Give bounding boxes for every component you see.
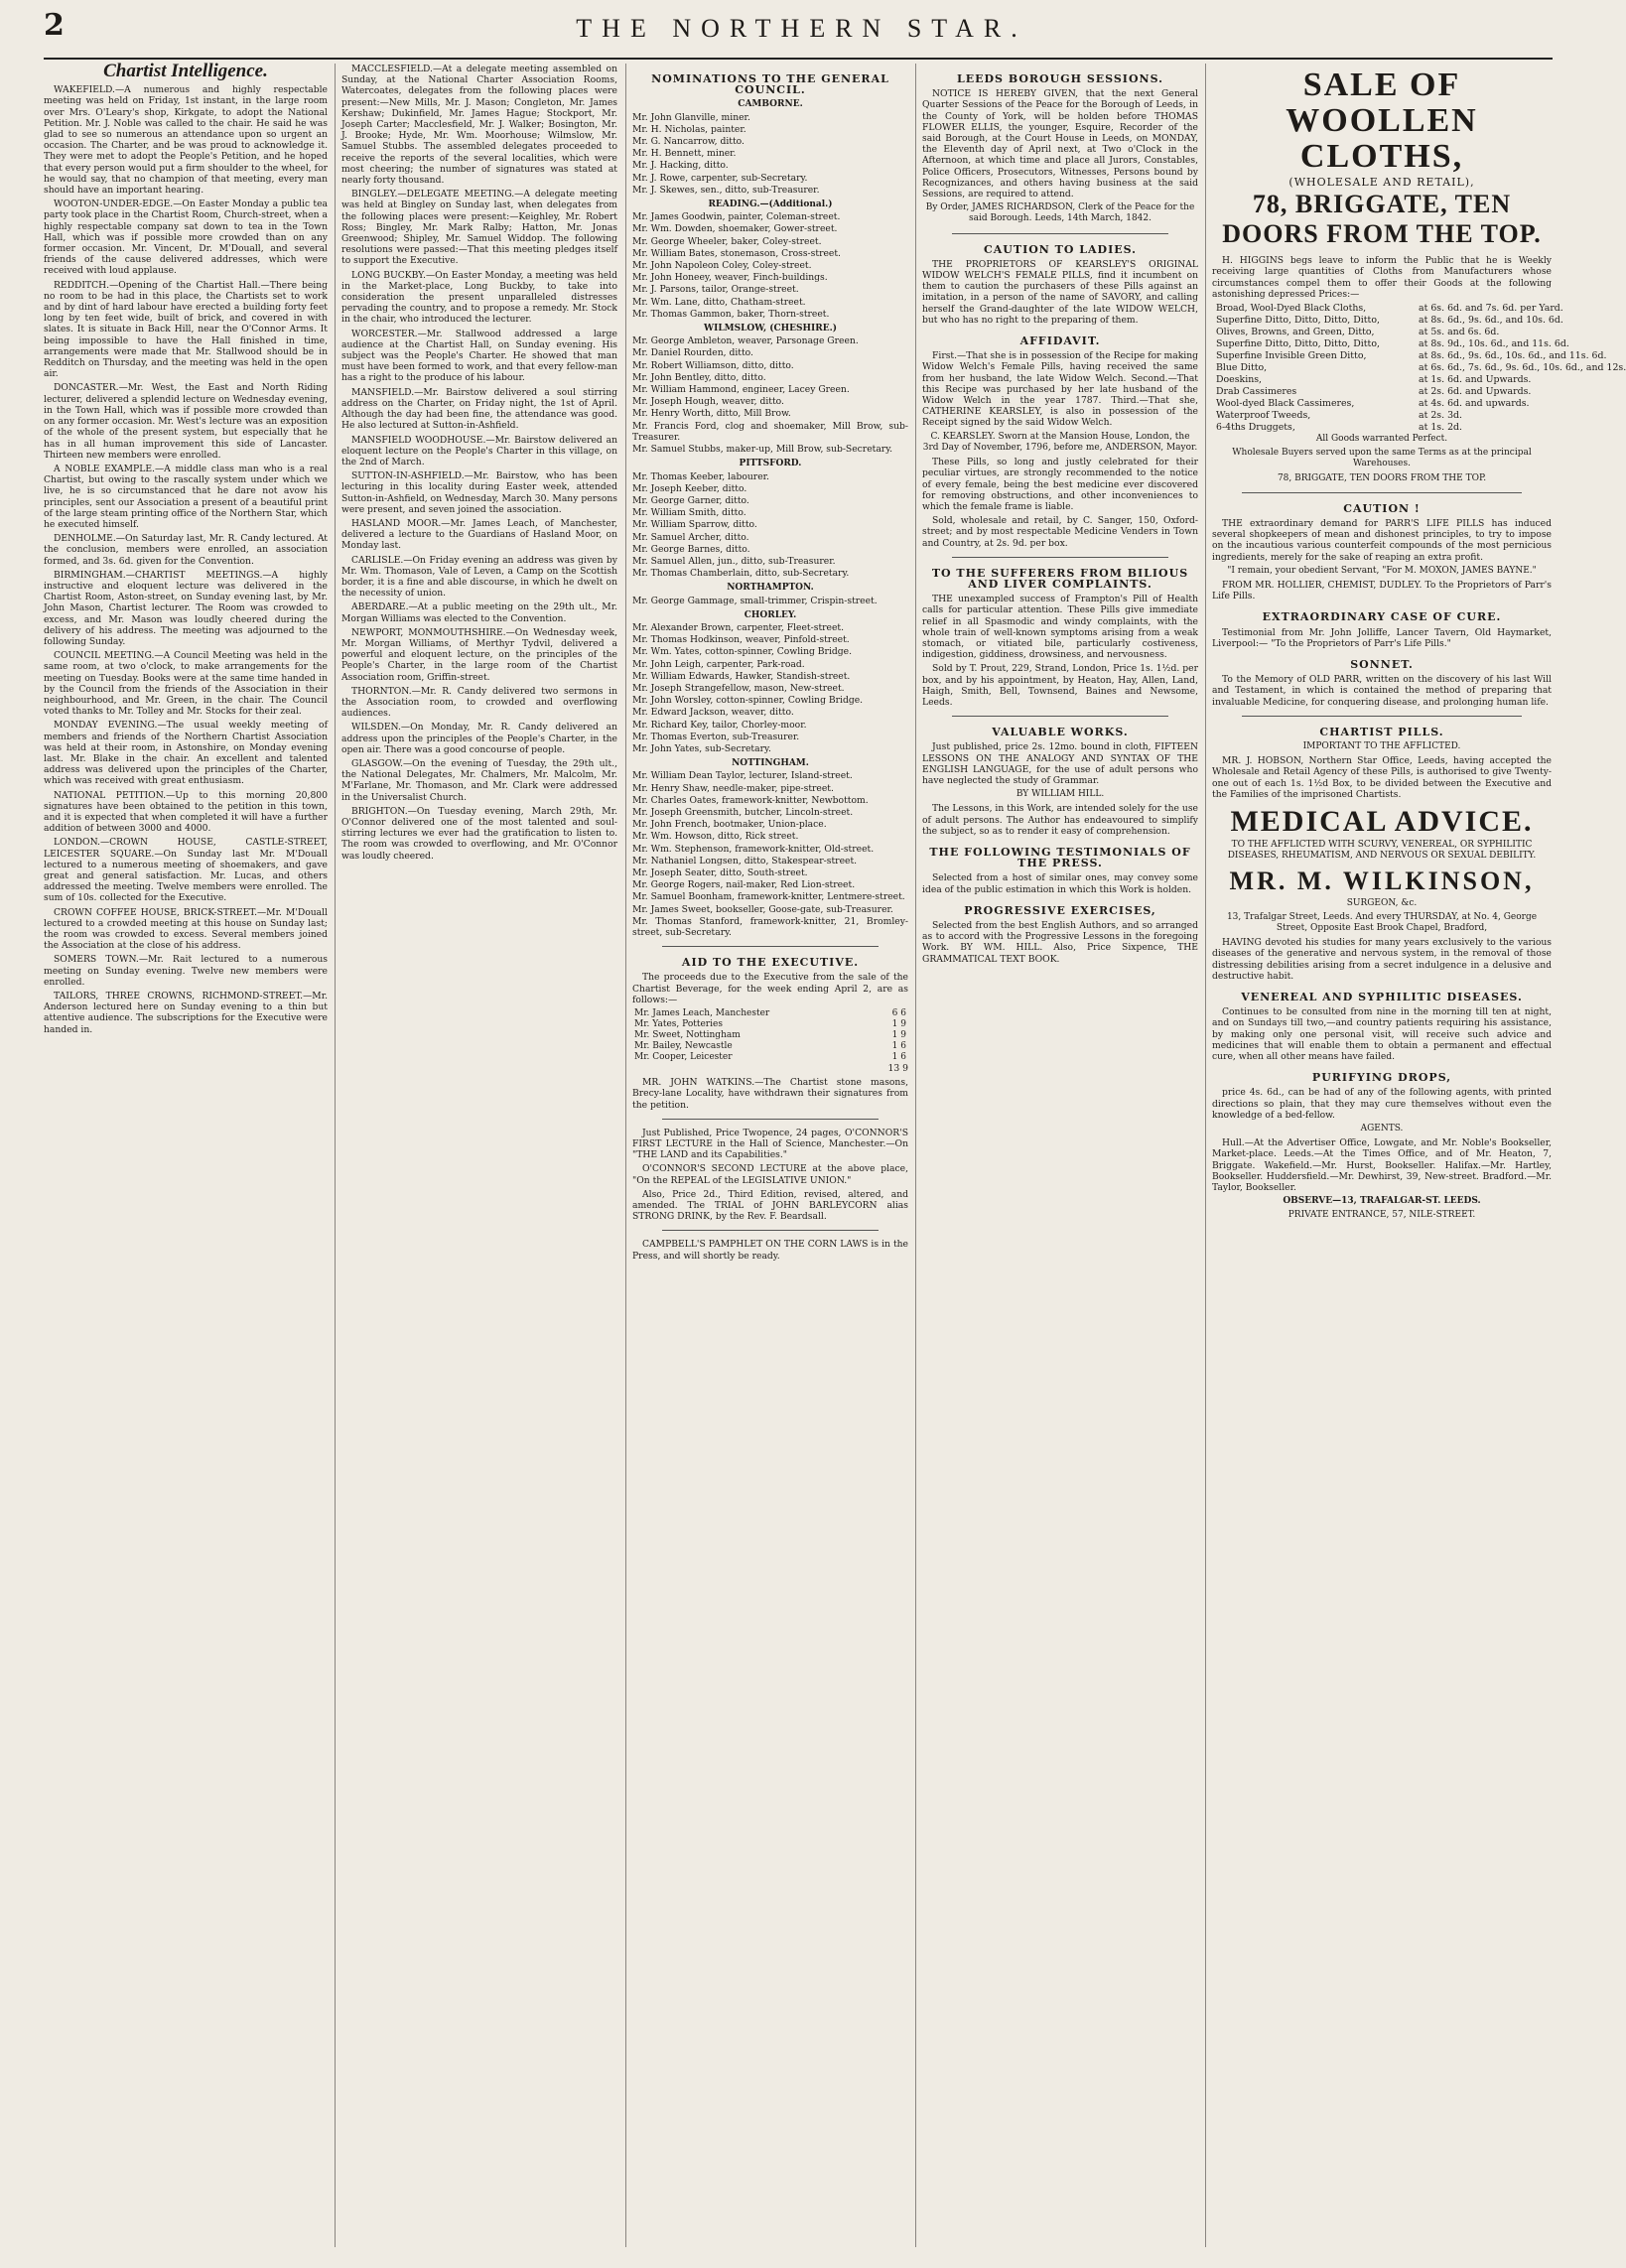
venereal-heading: VENEREAL AND SYPHILITIC DISEASES. [1241,990,1523,1003]
column-divider [1205,64,1206,2247]
pills-sold: Sold, wholesale and retail, by C. Sanger, 150, Oxford-street; and by most respectable Medicine Venders in Town and Country, at 2s. 9d. per box. [922,515,1198,549]
chartist-pills-heading: CHARTIST PILLS. [1319,725,1444,738]
nominee-name: Mr. Edward Jackson, weaver, ditto. [632,707,794,719]
affidavit-sworn: C. KEARSLEY. Sworn at the Mansion House, London, the 3rd Day of November, 1796, before me, ANDERSON, Mayor. [922,431,1198,453]
nominee-name: Mr. John Yates, sub-Secretary. [632,742,771,754]
nominee-name: Mr. George Rogers, nail-maker, Red Lion-street. [632,879,856,891]
aid-amount: 1 9 [891,1030,906,1041]
price-item: Wool-dyed Black Cassimeres, [1216,398,1355,410]
price-row [1212,338,1569,350]
divider [662,946,879,947]
nominee-name: Mr. J. Rowe, carpenter, sub-Secretary. [632,172,808,184]
article-paragraph: NATIONAL PETITION.—Up to this morning 20,800 signatures have been obtained to the petition in this town, and it is expected that when completed it will have a further addition of between 3000 and 4000. [44,789,328,835]
aid-row [632,1030,908,1041]
important-heading: IMPORTANT TO THE AFFLICTED. [1302,741,1461,752]
nominee-name: Mr. Daniel Rourden, ditto. [632,347,753,359]
hobson-text: MR. J. HOBSON, Northern Star Office, Leeds, having accepted the Wholesale and Retail Agency of these Pills, is authorised to give Twenty-one out of each 1s. 1½d Box, to be divided between the Executive and the Families of the imprisoned Chartists. [1212,755,1552,800]
woollen-intro: H. HIGGINS begs leave to inform the Public that he is Weekly receiving large quantities of Cloths from Manufacturers whose circumstances compel them to offer their Goods at the following astonishing depressed Prices:— [1212,255,1552,300]
nominee-name: Mr. Joseph Keeber, ditto. [632,482,747,494]
agents-heading: AGENTS. [1360,1123,1404,1134]
aid-row [632,1052,908,1063]
price-row [1212,303,1563,315]
venereal-text: Continues to be consulted from nine in the morning till ten at night, and on Sundays till two,—and country patients requiring his assistance, by making only one personal visit, will receive such advice and medicines that will enable them to obtain a permanent and effectual cure, when all other means have failed. [1212,1006,1552,1062]
nominee-name: Mr. Thomas Chamberlain, ditto, sub-Secretary. [632,568,850,580]
nominee-name: Mr. George Barnes, ditto. [632,543,750,555]
price-row [1212,422,1552,434]
price-item: Superfine Invisible Green Ditto, [1216,350,1367,362]
nominee-name: Mr. John French, bootmaker, Union-place. [632,819,827,831]
price-item: Broad, Wool-Dyed Black Cloths, [1216,303,1367,315]
price-row [1212,315,1563,327]
column-4 [922,64,1198,2247]
price-row [1212,386,1552,398]
price-item: Drab Cassimeres [1216,386,1297,398]
ladies-notice: THE PROPRIETORS OF KEARSLEY'S ORIGINAL WIDOW WELCH'S FEMALE PILLS, find it incumbent on them to caution the purchasers of these Pills against an imitation, in a person of the name of SAVORY, and calling herself the Grand-daughter of the late WIDOW WELCH, but who has no right to the preparing of them. [922,258,1198,326]
surgeon-address: 13, Trafalgar Street, Leeds. And every THURSDAY, at No. 4, George Street, Opposite East Brook Chapel, Bradford, [1226,911,1538,933]
nominee-name: Mr. John Honeey, weaver, Finch-buildings. [632,272,828,284]
divider [952,557,1168,558]
masthead-rule [44,58,1553,60]
works-heading: VALUABLE WORKS. [992,726,1129,739]
nominee-name: Mr. George Gammage, small-trimmer, Crispin-street. [632,595,878,606]
price-row [1212,410,1552,422]
divider [1242,492,1522,493]
section-title: Chartist Intelligence. [103,61,268,81]
nominee-name: Mr. Robert Williamson, ditto, ditto. [632,359,794,371]
nominee-name: Mr. Henry Shaw, needle-maker, pipe-street. [632,782,834,794]
wilkinson-name: MR. M. WILKINSON, [1229,866,1535,895]
article-paragraph: LONG BUCKBY.—On Easter Monday, a meeting was held in the Market-place, Long Buckby, to take into consideration the present unparalleled distresses pervading the country, and to propose a remedy. Mr. Stock in the chair, who introduced the lecturer. [341,269,617,326]
bilious-text: THE unexampled success of Frampton's Pill of Health calls for particular attention. These Pills give immediate relief in all Spasmodic and windy complaints, with the whole train of well-known symptoms arising from a weak stomach, or vitiated bile, particularly costiveness, indigestion, giddiness, drowsiness, and nervousness. [922,594,1198,661]
price-item: Doeskins, [1216,374,1263,386]
column-1 [44,61,328,2247]
nominee-name: Mr. Joseph Greensmith, butcher, Lincoln-street. [632,806,854,818]
agents-text: Hull.—At the Advertiser Office, Lowgate, and Mr. Noble's Bookseller, Market-place. Leeds.—At the Times Office, and of Mr. Heaton, 7, Briggate. Wakefield.—Mr. Hurst, Bookseller. Halifax.—Mr. Hartley, Bookseller. Huddersfield.—Mr. Dewhirst, 39, New-street. Bradford.—Mr. Taylor, Bookseller. [1212,1137,1552,1193]
aid-name: Mr. Cooper, Leicester [634,1052,733,1063]
lessons-text: The Lessons, in this Work, are intended solely for the use of adult persons. The Author has endeavoured to simplify the subject, so as to render it easy of comprehension. [922,803,1198,837]
medical-advice-title: MEDICAL ADVICE. [1230,805,1534,839]
nominee-name: Mr. George Ambleton, weaver, Parsonage Green. [632,335,859,347]
aid-notice: MR. JOHN WATKINS.—The Chartist stone masons, Brecy-lane Locality, have withdrawn their signatures from the petition. [632,1077,908,1111]
nomination-place: CAMBORNE. [738,99,803,110]
nominee-name: Mr. John Napoleon Coley, Coley-street. [632,260,812,272]
progressive-heading: PROGRESSIVE EXERCISES, [964,903,1156,917]
nominations-list [632,99,908,938]
observe-line: OBSERVE—13, TRAFALGAR-ST. LEEDS. [1283,1196,1481,1207]
price-item: Superfine Ditto, Ditto, Ditto, Ditto, [1216,315,1380,327]
woollen-sale-address: 78, BRIGGATE, TEN DOORS FROM THE TOP. [1222,190,1542,249]
nomination-place: READING.—(Additional.) [708,200,833,210]
article-paragraph: BIRMINGHAM.—CHARTIST MEETINGS.—A highly instructive and eloquent lecture was delivered in the Chartist Room, Aston-street, on Sunday evening last, by Mr. John Mason, Chartist lecturer. The Room was crowded to excess, and Mr. Mason was loudly cheered during the delivery of his address. The meeting was adjourned to the following Sunday. [44,569,328,647]
nominee-name: Mr. Thomas Hodkinson, weaver, Pinfold-street. [632,634,850,646]
nominee-name: Mr. Alexander Brown, carpenter, Fleet-street. [632,621,845,633]
article-paragraph: CARLISLE.—On Friday evening an address was given by Mr. Wm. Thomason, Vale of Leven, a Camp on the Scottish border, it is a fine and able discourse, in which he dwelt on the necessity of union. [341,554,617,600]
article-paragraph: HASLAND MOOR.—Mr. James Leach, of Manchester, delivered a lecture to the Guardians of Hasland Moor, on Monday last. [341,517,617,552]
article-paragraph: WAKEFIELD.—A numerous and highly respectable meeting was held on Friday, 1st instant, in the large room over Mrs. O'Leary's shop, Kirkgate, to adopt the National Petition. Mr. J. Noble was called to the chair. He said he was glad to see so numerous an attendance upon so urgent an occasion. The Charter, and be was proud to acknowledge it. They were met to adopt the People's Petition, and he hoped that every person would put a firm shoulder to the wheel, for he would say, that no champion of that meeting, every man should have an important hearing. [44,84,328,197]
nomination-place: NOTTINGHAM. [732,758,809,769]
article-paragraph: BRIGHTON.—On Tuesday evening, March 29th, Mr. O'Connor delivered one of the most talented and soul-stirring lectures we ever had the gratification to listen to. The room was crowded to overflowing, and Mr. O'Connor was loudly cheered. [341,805,617,862]
aid-amount: 1 9 [891,1019,906,1030]
aid-name: Mr. Yates, Potteries [634,1019,723,1030]
nominee-name: Mr. Thomas Stanford, framework-knitter, 21, Bromley-street, sub-Secretary. [632,915,908,939]
nominee-name: Mr. James Sweet, bookseller, Goose-gate, sub-Treasurer. [632,903,893,915]
price-row [1212,398,1552,410]
nominee-name: Mr. James Goodwin, painter, Coleman-street. [632,211,841,223]
nominee-name: Mr. George Garner, ditto. [632,494,749,506]
nominee-name: Mr. Charles Oates, framework-knitter, Newbottom. [632,794,869,806]
letter-signature: "I remain, your obedient Servant, "For M. MOXON, JAMES BAYNE." [1227,565,1537,576]
price-value: at 6s. 6d., 7s. 6d., 9s. 6d., 10s. 6d., and 12s. [1419,362,1626,374]
caution-text: THE extraordinary demand for PARR'S LIFE PILLS has induced several shopkeepers of mean and dishonest principles, to try to impose on the incautious various counterfeit compounds of the most pernicious ingredients, merely for the sake of reaping an extra profit. [1212,518,1552,563]
aid-amount: 1 6 [891,1041,906,1052]
nominee-name: Mr. Thomas Keeber, labourer. [632,470,769,482]
nominee-name: Mr. Samuel Allen, jun., ditto, sub-Treasurer. [632,555,836,567]
nominee-name: Mr. H. Bennett, miner. [632,148,737,160]
column-divider [915,64,916,2247]
price-row [1212,327,1552,338]
divider [662,1230,879,1231]
aid-row [632,1019,908,1030]
extraordinary-text: Testimonial from Mr. John Jolliffe, Lancer Tavern, Old Haymarket, Liverpool:— "To the Proprietors of Parr's Life Pills." [1212,626,1552,649]
article-paragraph: WOOTON-UNDER-EDGE.—On Easter Monday a public tea party took place in the Chartist Room, Church-street, when a highly respectable company sat down to tea in the Town Hall, which was if possible more crowded than on any former occasion. Mr. Vincent, Dr. M'Douall, and several friends of the cause delivered addresses, which were received with loud applause. [44,199,328,277]
nominee-name: Mr. William Hammond, engineer, Lacey Green. [632,384,850,396]
nominee-name: Mr. H. Nicholas, painter. [632,123,746,135]
aid-name: Mr. Sweet, Nottingham [634,1030,741,1041]
works-text: Just published, price 2s. 12mo. bound in cloth, FIFTEEN LESSONS ON THE ANALOGY AND SYNTAX OF THE ENGLISH LANGUAGE, for the use of adult persons who have neglected the study of Grammar. [922,741,1198,786]
nominee-name: Mr. Joseph Strangefellow, mason, New-street. [632,682,845,694]
price-value: at 8s. 6d., 9s. 6d., 10s. 6d., and 11s. 6d. [1419,350,1607,362]
bilious-heading: TO THE SUFFERERS FROM BILIOUS AND LIVER COMPLAINTS. [931,566,1189,591]
price-row [1212,362,1626,374]
divider [1242,716,1522,717]
purifying-heading: PURIFYING DROPS, [1311,1071,1452,1085]
progressive-text: Selected from the best English Authors, and so arranged as to accord with the Progressive Lessons in the foregoing Work. BY WM. HILL. Also, Price Sixpence, THE GRAMMATICAL TEXT BOOK. [922,920,1198,965]
aid-table [632,1008,908,1063]
sonnet-heading: SONNET. [1350,658,1414,672]
aid-amount: 6 6 [891,1008,906,1019]
aid-heading: AID TO THE EXECUTIVE. [681,956,860,970]
article-paragraph: MANSFIELD WOODHOUSE.—Mr. Bairstow delivered an eloquent lecture on the People's Charter in this village, on the 2nd of March. [341,434,617,467]
aid-intro: The proceeds due to the Executive from the sale of the Chartist Beverage, for the week ending April 2, are as follows:— [632,972,908,1005]
article-paragraph: DENHOLME.—On Saturday last, Mr. R. Candy lectured. At the conclusion, members were enrolled, an association formed, and 3s. 6d. given for the Convention. [44,533,328,567]
extraordinary-heading: EXTRAORDINARY CASE OF CURE. [1262,610,1502,624]
nominee-name: Mr. Joseph Seater, ditto, South-street. [632,867,808,878]
nominee-name: Mr. Thomas Everton, sub-Treasurer. [632,731,800,742]
nominee-name: Mr. J. Hacking, ditto. [632,160,729,172]
article-paragraph: WORCESTER.—Mr. Stallwood addressed a large audience at the Chartist Hall, on Sunday evening. His subject was the People's Charter. He showed that man must have been formed to work, and that every fellow-man has a right to the produce of his labour. [341,328,617,384]
column-2 [341,64,617,2247]
article-paragraph: A NOBLE EXAMPLE.—A middle class man who is a real Chartist, but owing to the rascally system under which we live, he is so circumstanced that he dare not avow his principles, sent our Association a present of a beautiful print of the large steam printing office of the Northern Star, which he executed himself. [44,463,328,530]
nomination-place: PITTSFORD. [739,459,802,469]
published-notice: Just Published, Price Twopence, 24 pages, O'CONNOR'S FIRST LECTURE in the Hall of Science, Manchester.—On "THE LAND and its Capabilities." [632,1127,908,1161]
nominee-name: Mr. Richard Key, tailor, Chorley-moor. [632,719,807,731]
price-value: at 1s. 2d. [1419,422,1463,434]
nominee-name: Mr. William Dean Taylor, lecturer, Island-street. [632,770,853,782]
nominee-name: Mr. John Worsley, cotton-spinner, Cowling Bridge. [632,695,864,707]
column-divider [625,64,626,2247]
nominee-name: Mr. Thomas Gammon, baker, Thorn-street. [632,308,830,320]
article-paragraph: SOMERS TOWN.—Mr. Rait lectured to a numerous meeting on Sunday evening. Twelve new members were enrolled. [44,954,328,988]
affidavit-heading: AFFIDAVIT. [1019,334,1101,348]
warranted-note: All Goods warranted Perfect. [1315,434,1448,445]
aid-name: Mr. Bailey, Newcastle [634,1041,733,1052]
price-value: at 8s. 9d., 10s. 6d., and 11s. 6d. [1419,338,1569,350]
nominee-name: Mr. Samuel Stubbs, maker-up, Mill Brow, sub-Secretary. [632,444,893,456]
sessions-notice: NOTICE IS HEREBY GIVEN, that the next General Quarter Sessions of the Peace for the Borough of Leeds, in the County of York, will be holden before THOMAS FLOWER ELLIS, the younger, Esquire, Recorder of the said Borough, at the Court House in Leeds, on MONDAY, the Eleventh day of April next, at Two o'Clock in the Afternoon, at which time and place all Jurors, Constables, Police Officers, Prosecutors, Witnesses, Persons bound by Recognizances, and others having business at the said Sessions, are required to attend. [922,88,1198,200]
woollen-sale-title: SALE OF WOOLLEN CLOTHS, [1286,67,1478,175]
article-paragraph: SUTTON-IN-ASHFIELD.—Mr. Bairstow, who has been lecturing in this locality during Easter week, attended Sutton-in-Ashfield, on Wednesday, March 30. Many persons were present, and seven joined the association. [341,470,617,515]
column-3 [632,64,908,2247]
aid-row [632,1008,908,1019]
divider [952,716,1168,717]
article-paragraph: NEWPORT, MONMOUTHSHIRE.—On Wednesday week, Mr. Morgan Williams, of Merthyr Tydvil, delivered a powerful and eloquent lecture, on the principles of the People's Charter, in the large room of the Chartist Association room, Griffin-street. [341,626,617,683]
nominee-name: Mr. John Bentley, ditto, ditto. [632,371,766,383]
works-author: BY WILLIAM HILL. [1016,789,1105,800]
nominee-name: Mr. William Sparrow, ditto. [632,519,757,531]
column-5 [1212,64,1626,2247]
article-paragraph: CROWN COFFEE HOUSE, BRICK-STREET.—Mr. M'Douall lectured to a crowded meeting at this house on Sunday last; the room was crowded to excess. Several members joined the Association at the close of his address. [44,906,328,952]
nominee-name: Mr. Wm. Dowden, shoemaker, Gower-street. [632,223,838,235]
press-text: Selected from a host of similar ones, may convey some idea of the public estimation in which this Work is holden. [922,872,1198,895]
nominee-name: Mr. Nathaniel Longsen, ditto, Stakespear-street. [632,855,858,867]
aid-row [632,1041,908,1052]
having-text: HAVING devoted his studies for many years exclusively to the various diseases of the generative and nervous system, in the removal of those distressing debilities arising from a secret indulgence in a delusive and destructive habit. [1212,937,1552,982]
nominee-name: Mr. George Wheeler, baker, Coley-street. [632,235,822,247]
price-row [1212,350,1607,362]
price-item: Superfine Ditto, Ditto, Ditto, Ditto, [1216,338,1380,350]
divider [952,233,1168,234]
nominee-name: Mr. Henry Worth, ditto, Mill Brow. [632,408,791,420]
caution-heading: CAUTION ! [1343,501,1421,515]
column-divider [335,64,336,2247]
article-paragraph: MANSFIELD.—Mr. Bairstow delivered a soul stirring address on the Charter, on Friday night, the 1st of April. Although the day had been fine, the attendance was good. He also lectured at Sutton-in-Ashfield. [341,386,617,432]
chartist-intelligence-articles [44,84,328,1035]
pills-text: These Pills, so long and justly celebrated for their peculiar virtues, are strongly recommended to the notice of every female, being the best medicine ever discovered for removing obstructions, and other inconveniences to which the female frame is liable. [922,457,1198,512]
wholesale-note: Wholesale Buyers served upon the same Terms as at the principal Warehouses. [1232,448,1532,469]
article-paragraph: DONCASTER.—Mr. West, the East and North Riding lecturer, delivered a splendid lecture on Wednesday evening, in the Town Hall, which was if possible more crowded than on any former occasion. Mr. West's lecture was an exposition of the whole of the present system, but especially that he has in all human improvement this side of Lancaster. Thirteen new members were enrolled. [44,382,328,461]
trial-notice: Also, Price 2d., Third Edition, revised, altered, and amended. The TRIAL of JOHN BARLEYCORN alias STRONG DRINK, by the Rev. F. Beardsall. [632,1188,908,1223]
price-item: Waterproof Tweeds, [1216,410,1311,422]
price-item: Olives, Browns, and Green, Ditto, [1216,327,1375,338]
nominations-heading: NOMINATIONS TO THE GENERAL COUNCIL. [651,72,889,97]
price-value: at 6s. 6d. and 7s. 6d. per Yard. [1419,303,1563,315]
price-value: at 2s. 3d. [1419,410,1463,422]
article-paragraph: WILSDEN.—On Monday, Mr. R. Candy delivered an address upon the principles of the People's Charter, in the open air. There was a good concourse of people. [341,722,617,755]
nominee-name: Mr. Samuel Archer, ditto. [632,531,749,543]
nominee-name: Mr. Joseph Hough, weaver, ditto. [632,396,784,408]
nominee-name: Mr. William Edwards, Hawker, Standish-street. [632,670,851,682]
medical-subtitle: TO THE AFFLICTED WITH SCURVY, VENEREAL, OR SYPHILITIC DISEASES, RHEUMATISM, AND NERVOUS OR SEXUAL DEBILITY. [1227,840,1537,862]
aid-name: Mr. James Leach, Manchester [634,1008,770,1019]
article-paragraph: TAILORS, THREE CROWNS, RICHMOND-STREET.—Mr. Anderson lectured here on Sunday evening to a thin but attentive audience. The subscriptions for the Executive were handed in. [44,991,328,1035]
second-lecture-notice: O'CONNOR'S SECOND LECTURE at the above place, "On the REPEAL of the LEGISLATIVE UNION." [632,1163,908,1186]
nominee-name: Mr. John Leigh, carpenter, Park-road. [632,658,805,670]
nominee-name: Mr. Wm. Howson, ditto, Rick street. [632,831,799,843]
hollier-letter: FROM MR. HOLLIER, CHEMIST, DUDLEY. To the Proprietors of Parr's Life Pills. [1212,580,1552,602]
masthead [44,8,1559,56]
divider [662,1119,879,1120]
nominee-name: Mr. Wm. Lane, ditto, Chatham-street. [632,296,806,308]
pamphlet-notice: CAMPBELL'S PAMPHLET ON THE CORN LAWS is in the Press, and will shortly be ready. [632,1239,908,1262]
nominee-name: Mr. Wm. Yates, cotton-spinner, Cowling Bridge. [632,646,853,658]
sessions-signature: By Order, JAMES RICHARDSON, Clerk of the Peace for the said Borough. Leeds, 14th March, 1842. [925,202,1195,224]
price-value: at 2s. 6d. and Upwards. [1419,386,1532,398]
article-paragraph: ABERDARE.—At a public meeting on the 29th ult., Mr. Morgan Williams was elected to the Convention. [341,601,617,624]
article-paragraph: THORNTON.—Mr. R. Candy delivered two sermons in the Association room, to crowded and overflowing audiences. [341,685,617,720]
aid-total: 13 9 [887,1063,908,1075]
nominee-name: Mr. Wm. Stephenson, framework-knitter, Old-street. [632,843,875,855]
aid-amount: 1 6 [891,1052,906,1063]
purifying-text: price 4s. 6d., can be had of any of the following agents, with printed directions so plain, that they may cure themselves without even the knowledge of a bed-fellow. [1212,1087,1552,1121]
nomination-place: NORTHAMPTON. [727,583,814,594]
price-list [1212,303,1626,434]
article-paragraph: BINGLEY.—DELEGATE MEETING.—A delegate meeting was held at Bingley on Sunday last, when delegates from the following places were present:—Keighley, Mr. Robert Ross; Bingley, Mr. Mark Ralby; Hatton, Mr. Jonas Greenwood; Shipley, Mr. Samuel Widdop. The following resolutions were passed:—That this meeting pledges itself to support the Executive. [341,189,617,267]
price-value: at 5s. and 6s. 6d. [1419,327,1500,338]
nominee-name: Mr. Samuel Boonham, framework-knitter, Lentmere-street. [632,891,905,903]
testimonials-heading: THE FOLLOWING TESTIMONIALS OF THE PRESS. [929,845,1191,870]
article-paragraph: REDDITCH.—Opening of the Chartist Hall.—There being no room to be had in this place, the Chartists set to work and by dint of hard labour have erected a building forty feet long by ten feet wide, built of brick, and covered in with slates. It is situate in Back Hill, near the O'Connor Arms. It being impossible to have the Hall finished in time, arrangements were made that Mr. Stallwood should be in Redditch on Thursday, and the meeting was held in the open air. [44,279,328,380]
price-item: 6-4ths Druggets, [1216,422,1295,434]
nominee-name: Mr. J. Skewes, sen., ditto, sub-Treasurer. [632,184,820,196]
sessions-heading: LEEDS BOROUGH SESSIONS. [957,72,1163,85]
article-paragraph: COUNCIL MEETING.—A Council Meeting was held in the same room, at two o'clock, to make arrangements for the meeting on Tuesday. Books were at the same time handed in by the Council from the friends of the Association in their neighbourhood, and Mr. Green, in the chair. The Council voted thanks to Mr. Tolley and Mr. Stocks for their zeal. [44,650,328,718]
ladies-heading: CAUTION TO LADIES. [984,242,1137,256]
nominee-name: Mr. John Glanville, miner. [632,111,750,123]
page-number: 2 [44,8,65,43]
nominee-name: Mr. J. Parsons, tailor, Orange-street. [632,284,799,296]
nominee-name: Mr. Francis Ford, clog and shoemaker, Mill Brow, sub-Treasurer. [632,420,908,443]
bilious-sold: Sold by T. Prout, 229, Strand, London, Price 1s. 1½d. per box, and by his appointment, by Heaton, Hay, Allen, Land, Haigh, Smith, Bell, Townsend, Baines and Newsome, Leeds. [922,663,1198,708]
price-value: at 1s. 6d. and Upwards. [1419,374,1532,386]
newspaper-title: THE NORTHERN STAR. [576,14,1027,43]
nomination-place: CHORLEY. [744,609,797,620]
sonnet-text: To the Memory of OLD PARR, written on the discovery of his last Will and Testament, in which is contained the method of preparing that invaluable Medicine, for conquering disease, and prolonging human life. [1212,674,1552,708]
woollen-sale-subtitle: (WHOLESALE AND RETAIL), [1288,176,1475,189]
price-value: at 8s. 6d., 9s. 6d., and 10s. 6d. [1419,315,1563,327]
nominee-name: Mr. William Smith, ditto. [632,507,746,519]
nominee-name: Mr. William Bates, stonemason, Cross-street. [632,247,841,259]
article-paragraph: LONDON.—CROWN HOUSE, CASTLE-STREET, LEICESTER SQUARE.—On Sunday last Mr. M'Douall lectured to a numerous meeting of shoemakers, and gave great and general satisfaction. Mr. Lucas, and others addressed the meeting. Twelve members were enrolled. The sum of 10s. collected for the Executive. [44,837,328,904]
price-row [1212,374,1552,386]
price-value: at 4s. 6d. and upwards. [1419,398,1530,410]
article-paragraph: MACCLESFIELD.—At a delegate meeting assembled on Sunday, at the National Charter Association Rooms, Watercoates, delegates from the following places were present:—New Mills, Mr. J. Mason; Congleton, Mr. James Kershaw; Dukinfield, Mr. James Hague; Stockport, Mr. Joseph Carter; Macclesfield, Mr. J. Walker; Bosington, Mr. J. Brooke; Hyde, Mr. Wm. Moorhouse; Wilmslow, Mr. Samuel Stubbs. The assembled delegates proceeded to receive the reports of the several localities, which were most cheering; the number of signatures was stated at nearly forty thousand. [341,64,617,187]
surgeon-label: SURGEON, &c. [1346,897,1418,908]
private-entrance: PRIVATE ENTRANCE, 57, NILE-STREET. [1287,1210,1476,1221]
local-reports [341,64,617,862]
price-item: Blue Ditto, [1216,362,1268,374]
nominee-name: Mr. G. Nancarrow, ditto. [632,136,745,148]
affidavit-text: First.—That she is in possession of the Recipe for making Widow Welch's Female Pills, having received the same from her husband, the late Widow Welch. Second.—That this Recipe was purchased by her late husband of the Widow Welch in the year 1787. Third.—That she, CATHERINE KEARSLEY, is also in possession of the Receipt signed by the said Widow Welch. [922,350,1198,429]
address-repeat: 78, BRIGGATE, TEN DOORS FROM THE TOP. [1277,472,1487,483]
nomination-place: WILMSLOW, (CHESHIRE.) [704,324,837,334]
article-paragraph: MONDAY EVENING.—The usual weekly meeting of members and friends of the Northern Chartist Association was held at their room, in Astonshire, on Monday evening last. Mr. Blake in the chair. An excellent and talented address was delivered upon the principles of the Charter, which was received with great enthusiasm. [44,720,328,787]
article-paragraph: GLASGOW.—On the evening of Tuesday, the 29th ult., the National Delegates, Mr. Chalmers, Mr. Malcolm, Mr. M'Farlane, Mr. Thomason, and Mr. Clark were addressed in the Universalist Church. [341,757,617,803]
